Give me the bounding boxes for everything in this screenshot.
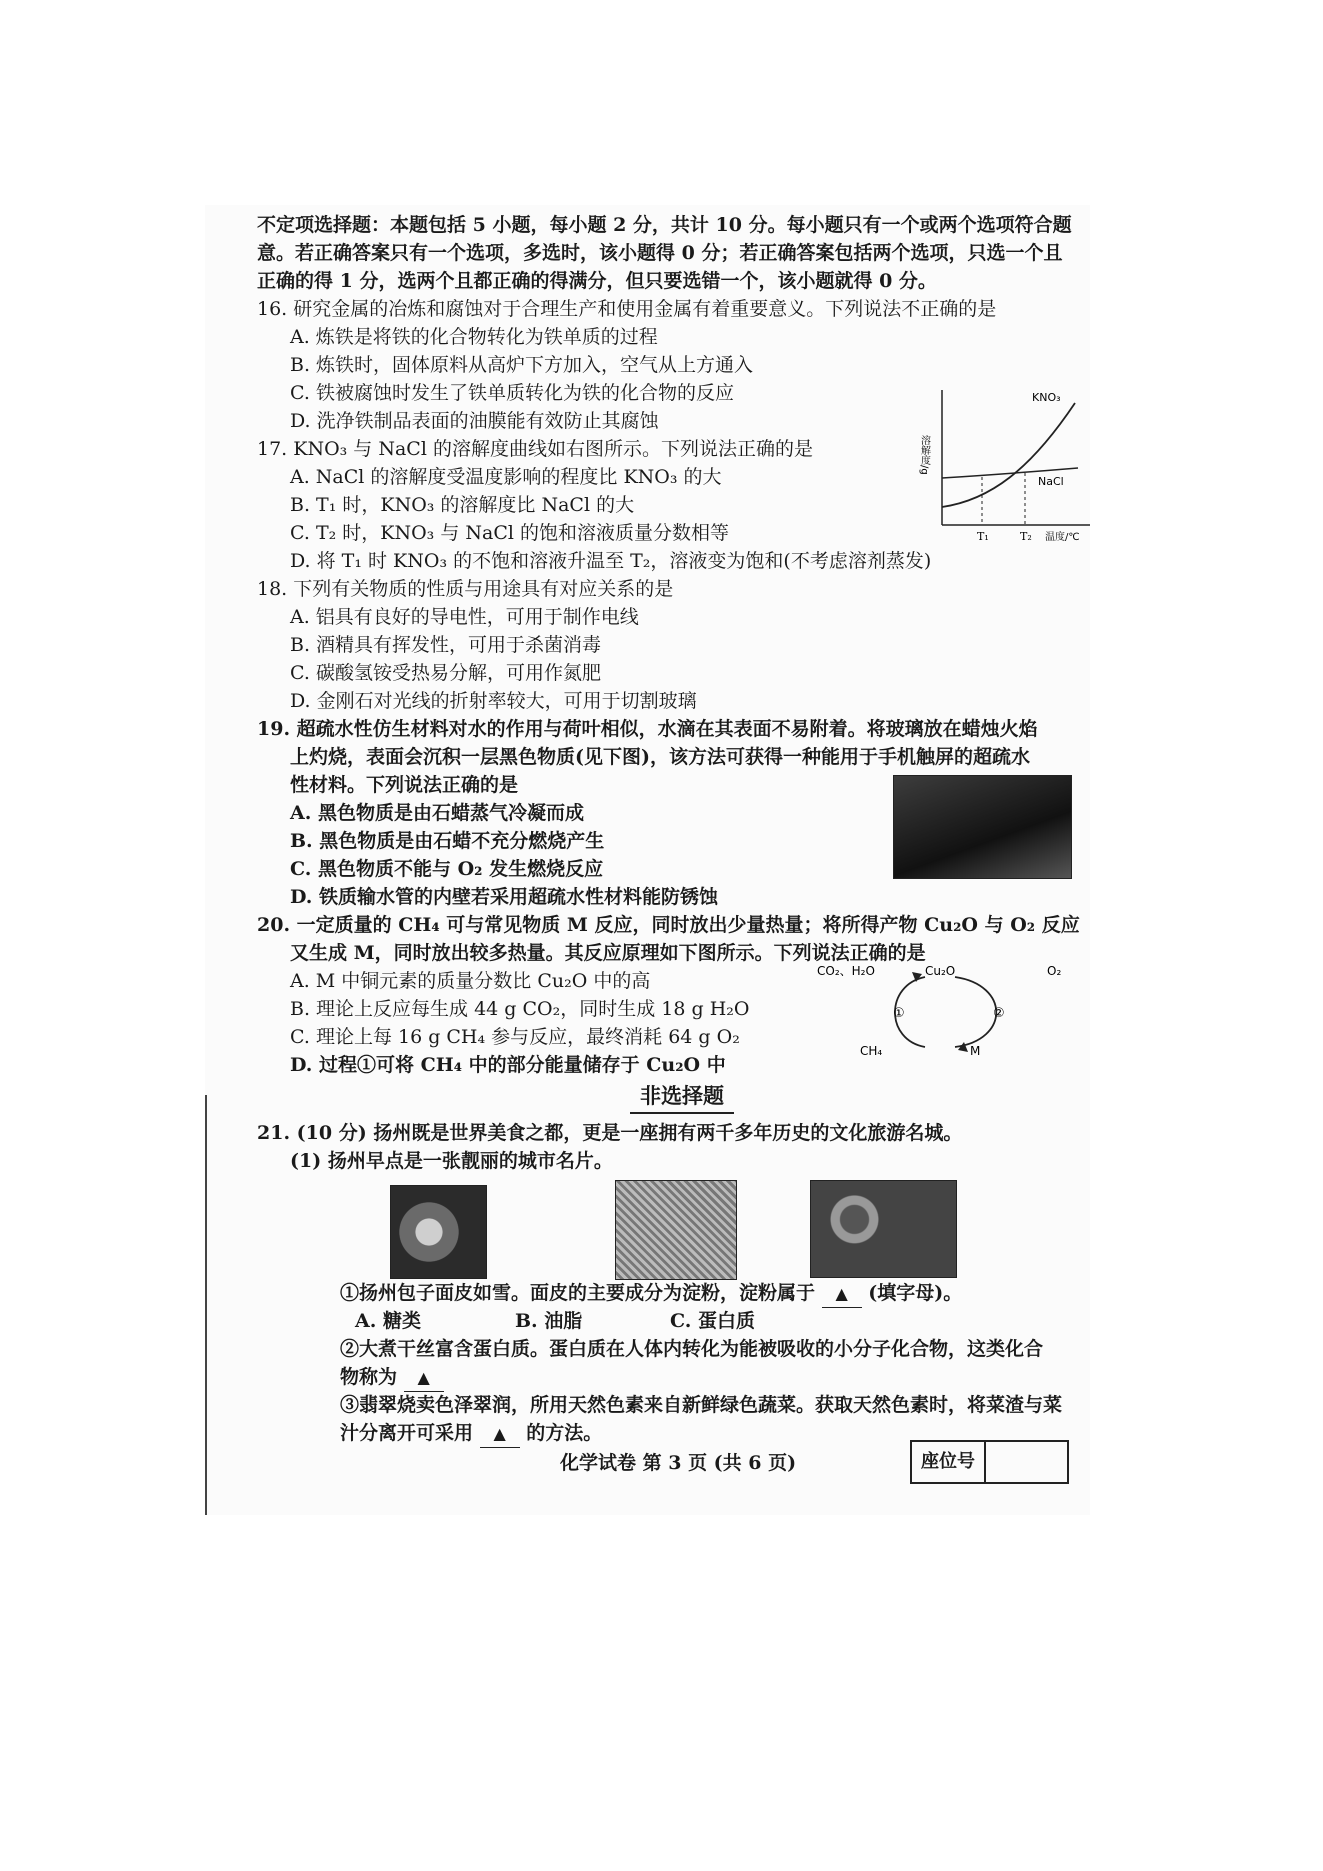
q21-s2-line1: ②大煮干丝富含蛋白质。蛋白质在人体内转化为能被吸收的小分子化合物，这类化合 — [340, 1338, 1044, 1360]
cycle-arc-right — [955, 977, 996, 1047]
q16-option-a: A. 炼铁是将铁的化合物转化为铁单质的过程 — [290, 326, 658, 348]
q21-s3-line2 — [340, 1420, 602, 1448]
q16-option-b: B. 炼铁时，固体原料从高炉下方加入，空气从上方通入 — [290, 354, 754, 376]
q19-stem-line3: 性材料。下列说法正确的是 — [290, 774, 519, 796]
q19-option-c: C. 黑色物质不能与 O₂ 发生燃烧反应 — [290, 858, 604, 880]
q21-s1-option-b: B. 油脂 — [515, 1310, 583, 1332]
candle-glass-photo — [893, 775, 1072, 879]
q20-option-d: D. 过程①可将 CH₄ 中的部分能量储存于 Cu₂O 中 — [290, 1054, 726, 1076]
instructions-line2: 意。若正确答案只有一个选项，多选时，该小题得 0 分；若正确答案包括两个选项，只选一个且 — [257, 242, 1063, 264]
graph-nacl-label: NaCl — [1038, 475, 1064, 488]
shaomai-photo — [810, 1180, 957, 1278]
q20-stem-line2: 又生成 M，同时放出较多热量。其反应原理如下图所示。下列说法正确的是 — [290, 942, 926, 964]
q17-stem: 17. KNO₃ 与 NaCl 的溶解度曲线如右图所示。下列说法正确的是 — [257, 438, 813, 460]
graph-xlabel: 温度/℃ — [1045, 532, 1080, 543]
q19-option-d: D. 铁质输水管的内壁若采用超疏水性材料能防锈蚀 — [290, 886, 719, 908]
q20-option-b: B. 理论上反应每生成 44 g CO₂，同时生成 18 g H₂O — [290, 998, 750, 1020]
q18-option-d: D. 金刚石对光线的折射率较大，可用于切割玻璃 — [290, 690, 697, 712]
q16-option-c: C. 铁被腐蚀时发生了铁单质转化为铁的化合物的反应 — [290, 382, 734, 404]
q21-s1-option-a: A. 糖类 — [355, 1310, 421, 1332]
q21-s1 — [340, 1280, 962, 1308]
q19-option-b: B. 黑色物质是由石蜡不充分燃烧产生 — [290, 830, 605, 852]
q21-part1: (1) 扬州早点是一张靓丽的城市名片。 — [290, 1150, 613, 1172]
q18-option-c: C. 碳酸氢铵受热易分解，可用作氮肥 — [290, 662, 601, 684]
q21-s1-tail: (填字母)。 — [868, 1282, 963, 1304]
q18-stem: 18. 下列有关物质的性质与用途具有对应关系的是 — [257, 578, 674, 600]
q21-s1-text: ①扬州包子面皮如雪。面皮的主要成分为淀粉，淀粉属于 — [340, 1282, 816, 1304]
diagram-o2: O₂ — [1047, 964, 1062, 978]
q21-s1-option-c: C. 蛋白质 — [670, 1310, 756, 1332]
q20-option-c: C. 理论上每 16 g CH₄ 参与反应，最终消耗 64 g O₂ — [290, 1026, 740, 1048]
graph-kno3-label: KNO₃ — [1032, 391, 1061, 404]
q21-s3-blank: ▲ — [480, 1420, 520, 1448]
diagram-step1: ① — [893, 1006, 905, 1021]
q20-option-a: A. M 中铜元素的质量分数比 Cu₂O 中的高 — [290, 970, 651, 992]
page-footer: 化学试卷 第 3 页 (共 6 页) — [560, 1452, 797, 1474]
seat-number-box — [910, 1440, 1069, 1484]
diagram-step2: ② — [993, 1006, 1005, 1021]
q16-option-d: D. 洗净铁制品表面的油膜能有效防止其腐蚀 — [290, 410, 659, 432]
q18-option-a: A. 铝具有良好的导电性，可用于制作电线 — [290, 606, 639, 628]
section-title: 非选择题 — [630, 1080, 734, 1114]
instructions-line1: 不定项选择题：本题包括 5 小题，每小题 2 分，共计 10 分。每小题只有一个或两个选项符合题 — [257, 214, 1072, 236]
q16-stem: 16. 研究金属的冶炼和腐蚀对于合理生产和使用金属有着重要意义。下列说法不正确的是 — [257, 298, 997, 320]
baozi-photo — [390, 1185, 487, 1279]
q21-s1-blank: ▲ — [822, 1280, 862, 1308]
binding-rule — [205, 1095, 207, 1515]
q21-s2-text: 物称为 — [340, 1366, 398, 1388]
gansi-photo — [615, 1180, 737, 1280]
instructions-line3: 正确的得 1 分，选两个且都正确的得满分，但只要选错一个，该小题就得 0 分。 — [257, 270, 937, 292]
q20-stem-line1: 20. 一定质量的 CH₄ 可与常见物质 M 反应，同时放出少量热量；将所得产物 Cu₂O 与 O₂ 反应 — [257, 914, 1080, 936]
diagram-ch4: CH₄ — [860, 1044, 883, 1058]
diagram-cu2o: Cu₂O — [925, 964, 956, 978]
q21-s3-text: 汁分离开可采用 — [340, 1422, 474, 1444]
q21-s2-blank: ▲ — [404, 1364, 444, 1392]
diagram-co2-h2o: CO₂、H₂O — [817, 964, 875, 978]
q21-stem: 21. (10 分) 扬州既是世界美食之都，更是一座拥有两千多年历史的文化旅游名城。 — [257, 1122, 963, 1144]
q17-option-b: B. T₁ 时，KNO₃ 的溶解度比 NaCl 的大 — [290, 494, 635, 516]
kno3-curve — [942, 403, 1075, 507]
q17-option-a: A. NaCl 的溶解度受温度影响的程度比 KNO₃ 的大 — [290, 466, 722, 488]
q17-option-d: D. 将 T₁ 时 KNO₃ 的不饱和溶液升温至 T₂，溶液变为饱和(不考虑溶剂蒸发) — [290, 550, 932, 572]
reaction-cycle-diagram — [815, 955, 1070, 1065]
q19-stem-line2: 上灼烧，表面会沉积一层黑色物质(见下图)，该方法可获得一种能用于手机触屏的超疏水 — [290, 746, 1030, 768]
graph-t2-label: T₂ — [1020, 530, 1032, 543]
graph-t1-label: T₁ — [977, 530, 989, 543]
seat-number-label: 座位号 — [912, 1442, 986, 1482]
graph-ylabel: 溶解度/g — [918, 435, 930, 475]
q19-stem-line1: 19. 超疏水性仿生材料对水的作用与荷叶相似，水滴在其表面不易附着。将玻璃放在蜡烛火焰 — [257, 718, 1038, 740]
solubility-graph — [920, 385, 1095, 545]
q21-s2-line2 — [340, 1364, 444, 1392]
q21-s3-line1: ③翡翠烧卖色泽翠润，所用天然色素来自新鲜绿色蔬菜。获取天然色素时，将菜渣与菜 — [340, 1394, 1063, 1416]
q21-s3-tail: 的方法。 — [526, 1422, 603, 1444]
q19-option-a: A. 黑色物质是由石蜡蒸气冷凝而成 — [290, 802, 584, 824]
q17-option-c: C. T₂ 时，KNO₃ 与 NaCl 的饱和溶液质量分数相等 — [290, 522, 729, 544]
q18-option-b: B. 酒精具有挥发性，可用于杀菌消毒 — [290, 634, 602, 656]
diagram-m: M — [970, 1044, 981, 1058]
